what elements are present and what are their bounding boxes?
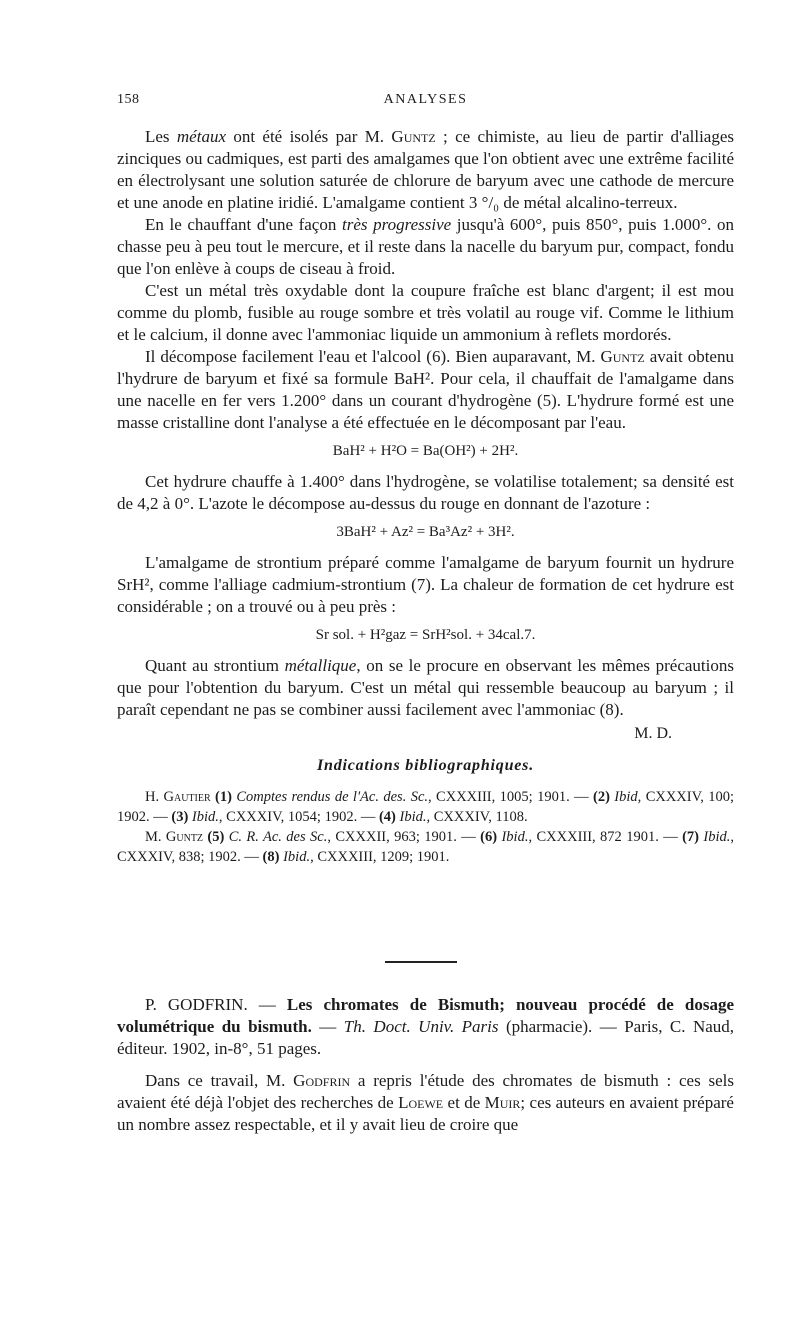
paragraph-1: Les métaux ont été isolés par M. Guntz ; ce chimiste, au lieu de partir d'alliages zinciques ou cadmiques, est parti des amalgames que l'on obtient avec une extrême facilité en électrolysant une solution saturée de chlorure de baryum avec une cathode de mercure et une anode en platine iridié. L'amalgame contient 3 °/₀ de métal alcalino-terreux. [117,127,735,212]
bibliography-title: Indications bibliographiques. [316,757,535,774]
paragraph-5: Cet hydrure chauffe à 1.400° dans l'hydrogène, se volatilise totalement; sa densité est de 4,2 à 0°. L'azote le décompose au-dessus du rouge en donnant de l'azoture : [117,472,734,513]
running-header [117,92,734,112]
page-number: 158 [117,92,140,107]
running-title: ANALYSES [383,92,468,107]
author-signature: M. D. [634,725,672,742]
paragraph-6: L'amalgame de strontium préparé comme l'amalgame de baryum fournit un hydrure SrH², comme l'alliage cadmium-strontium (7). La chaleur de formation de cet hydrure est considérable ; on a trouvé ou à peu près : [117,553,734,616]
paragraph-4: Il décompose facilement l'eau et l'alcool (6). Bien auparavant, M. Guntz avait obtenu l'hydrure de baryum et fixé sa formule BaH². Pour cela, il chauffait de l'amalgame dans une nacelle en fer vers 1.200° dans un courant d'hydrogène (5). L'hydrure formé est une masse cristalline dont l'analyse a été effectuée en le décomposant par l'eau. [117,347,734,432]
paragraph-7: Quant au strontium métallique, on se le procure en observant les mêmes précautions que pour l'obtention du baryum. C'est un métal qui ressemble beaucoup au baryum ; il paraît cependant ne pas se combiner aussi facilement avec l'ammoniac (8). [117,656,734,719]
paragraph-3: C'est un métal très oxydable dont la coupure fraîche est blanc d'argent; il est mou comme du plomb, fusible au rouge sombre et très volatil au rouge vif. Comme le lithium et le calcium, il donne avec l'ammoniac liquide un ammonium à reflets mordorés. [117,281,734,344]
review-paragraph-1: Dans ce travail, M. Godfrin a repris l'étude des chromates de bismuth : ces sels avaient été déjà l'objet des recherches de Loewe et de Muir; ces auteurs en avaient préparé un nombre assez respectable, et il y avait lieu de croire que [117,1071,734,1134]
article-godfrin [117,994,734,1136]
article-baryum-strontium [117,126,734,867]
paragraph-2: En le chauffant d'une façon très progressive jusqu'à 600°, puis 850°, puis 1.000°. on chasse peu à peu tout le mercure, et il reste dans la nacelle du baryum pur, compact, fondu que l'on enlève à coups de ciseau à froid. [117,215,735,278]
section-divider [385,961,457,963]
equation-3: Sr sol. + H²gaz = SrH²sol. + 34cal.7. [315,627,536,643]
bibliography-entry-2: M. Guntz (5) C. R. Ac. des Sc., CXXXII, 963; 1901. — (6) Ibid., CXXXIII, 872 1901. — (7) Ibid., CXXXIV, 838; 1902. — (8) Ibid., CXXXIII, 1209; 1901. [117,829,735,865]
bibliography-entry-1: H. Gautier (1) Comptes rendus de l'Ac. des. Sc., CXXXIII, 1005; 1901. — (2) Ibid, CXXXIV, 100; 1902. — (3) Ibid., CXXXIV, 1054; 1902. — (4) Ibid., CXXXIV, 1108. [117,789,735,825]
equation-2: 3BaH² + Az² = Ba³Az² + 3H². [336,524,515,540]
equation-1: BaH² + H²O = Ba(OH²) + 2H². [332,443,519,459]
review-heading: P. GODFRIN. — Les chromates de Bismuth; nouveau procédé de dosage volumétrique du bismuth. — Th. Doct. Univ. Paris (pharmacie). — Paris, C. Naud, éditeur. 1902, in-8°, 51 pages. [117,995,735,1058]
